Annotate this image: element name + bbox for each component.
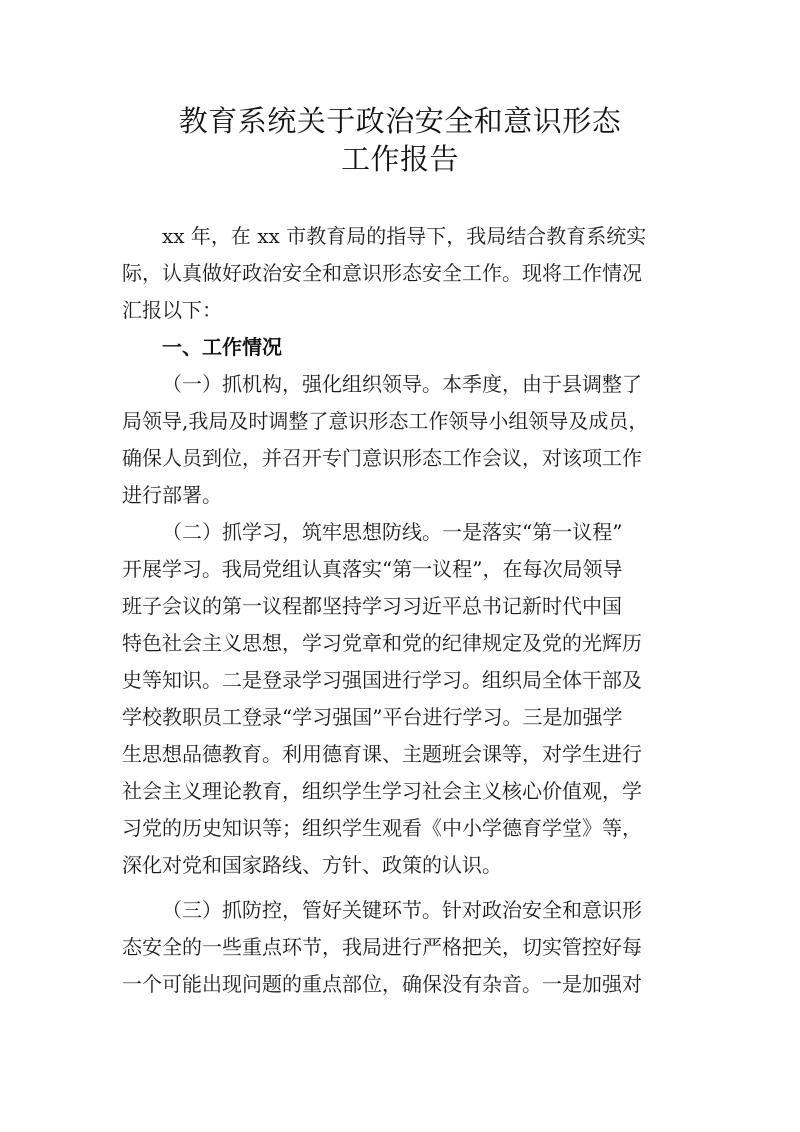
para3-line-1: （三）抓防控，管好关键环节。针对政治安全和意识形 xyxy=(162,898,642,922)
para1-line-4: 进行部署。 xyxy=(122,483,222,507)
para2-line-8: 社会主义理论教育，组织学生学习社会主义核心价值观，学 xyxy=(122,779,642,803)
intro-line-1: xx 年，在 xx 市教育局的指导下，我局结合教育系统实 xyxy=(162,224,647,248)
para2-line-6: 学校教职员工登录“学习强国”平台进行学习。三是加强学 xyxy=(122,705,623,729)
para2-line-2: 开展学习。我局党组认真落实“第一议程”，在每次局领导 xyxy=(122,557,623,581)
section-heading: 一、工作情况 xyxy=(162,335,282,359)
para1-line-3: 确保人员到位，并召开专门意识形态工作会议，对该项工作 xyxy=(122,446,642,470)
para2-line-9: 习党的历史知识等；组织学生观看《中小学德育学堂》等， xyxy=(122,816,642,840)
para2-line-7: 生思想品德教育。利用德育课、主题班会课等，对学生进行 xyxy=(122,742,642,766)
document-title-line-1: 教育系统关于政治安全和意识形态 xyxy=(178,104,622,138)
para1-line-2: 局领导,我局及时调整了意识形态工作领导小组领导及成员， xyxy=(122,409,649,433)
para2-line-1: （二）抓学习，筑牢思想防线。一是落实“第一议程” xyxy=(162,520,623,544)
intro-line-2: 际，认真做好政治安全和意识形态安全工作。现将工作情况 xyxy=(122,261,642,285)
para2-line-3: 班子会议的第一议程都坚持学习习近平总书记新时代中国 xyxy=(122,594,622,618)
para2-line-4: 特色社会主义思想，学习党章和党的纪律规定及党的光辉历 xyxy=(122,631,642,655)
intro-line-3: 汇报以下： xyxy=(122,298,222,322)
para1-line-1: （一）抓机构，强化组织领导。本季度，由于县调整了 xyxy=(162,372,642,396)
para2-line-5: 史等知识。二是登录学习强国进行学习。组织局全体干部及 xyxy=(122,668,642,692)
document-title-line-2: 工作报告 xyxy=(340,142,459,176)
para3-line-2: 态安全的一些重点环节，我局进行严格把关，切实管控好每 xyxy=(122,935,642,959)
para3-line-3: 一个可能出现问题的重点部位，确保没有杂音。一是加强对 xyxy=(122,972,642,996)
para2-line-10: 深化对党和国家路线、方针、政策的认识。 xyxy=(122,853,502,877)
